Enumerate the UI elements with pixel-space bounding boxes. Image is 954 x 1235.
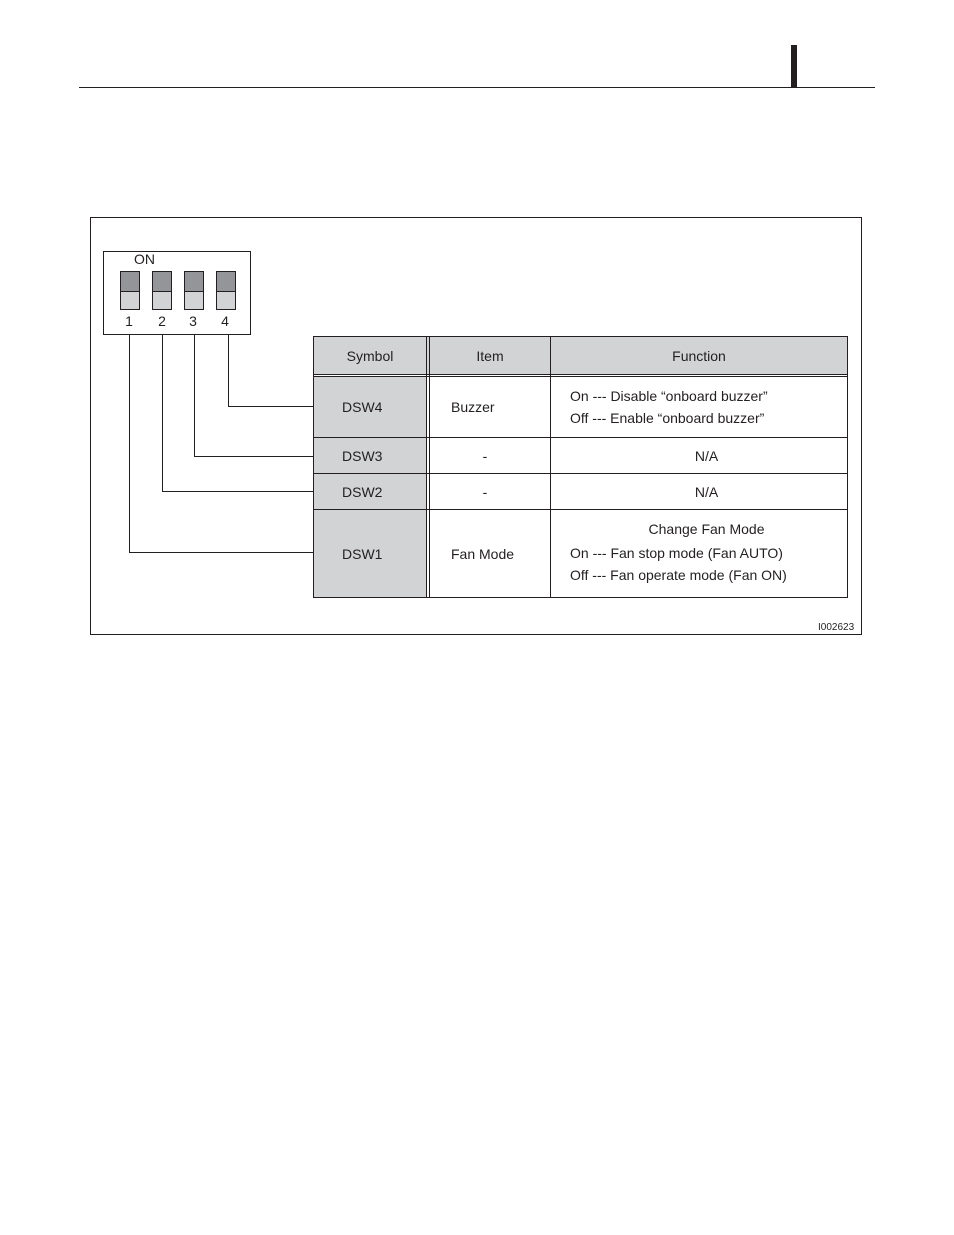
- table-row-dsw4-function-line-1: On --- Disable “onboard buzzer”: [570, 388, 768, 404]
- table-row-dsw4-function-line-2: Off --- Enable “onboard buzzer”: [570, 410, 765, 426]
- leader-line-1-vertical: [129, 335, 130, 553]
- figure-reference-code: I002623: [818, 622, 855, 633]
- dip-switch-number-1: 1: [125, 313, 133, 329]
- table-row-dsw1-function-line-1: Change Fan Mode: [648, 521, 765, 537]
- leader-line-2-horizontal: [162, 491, 314, 492]
- dip-switch-1: [120, 271, 140, 310]
- table-row-dsw3-item: -: [482, 447, 488, 464]
- dip-switch-number-3: 3: [189, 313, 197, 329]
- dip-switch-2: [152, 271, 172, 310]
- table-header-symbol: Symbol: [346, 347, 394, 364]
- table-header-function: Function: [672, 347, 726, 364]
- table-row-dsw2-function: N/A: [694, 483, 719, 500]
- table-row-dsw4-item: Buzzer: [451, 399, 495, 415]
- leader-line-3-horizontal: [194, 456, 314, 457]
- leader-line-4-vertical: [228, 335, 229, 407]
- dip-switch-number-4: 4: [221, 313, 229, 329]
- dip-switch-3: [184, 271, 204, 310]
- table-row-dsw1-symbol: DSW1: [342, 545, 383, 562]
- dip-switch-on-label: ON: [134, 251, 155, 267]
- table-header-item: Item: [476, 347, 504, 364]
- leader-line-4-horizontal: [228, 406, 314, 407]
- header-divider: [313, 374, 848, 375]
- table-row-dsw1-function-line-2: On --- Fan stop mode (Fan AUTO): [570, 545, 783, 561]
- leader-line-2-vertical: [162, 335, 163, 492]
- table-row-dsw1-function-line-3: Off --- Fan operate mode (Fan ON): [570, 567, 787, 583]
- leader-line-3-vertical: [194, 335, 195, 457]
- table-row-dsw3-function: N/A: [694, 447, 719, 464]
- table-row-dsw4-symbol: DSW4: [342, 399, 383, 415]
- table-row-dsw1-item: Fan Mode: [451, 545, 515, 562]
- header-rule: [79, 87, 875, 88]
- chapter-tab-marker: [791, 45, 797, 88]
- table-row-dsw3-symbol: DSW3: [342, 447, 383, 464]
- leader-line-1-horizontal: [129, 552, 314, 553]
- table-row-dsw2-item: -: [482, 483, 488, 500]
- dip-switch-4: [216, 271, 236, 310]
- dip-switch-number-2: 2: [158, 313, 166, 329]
- table-row-dsw2-symbol: DSW2: [342, 483, 383, 500]
